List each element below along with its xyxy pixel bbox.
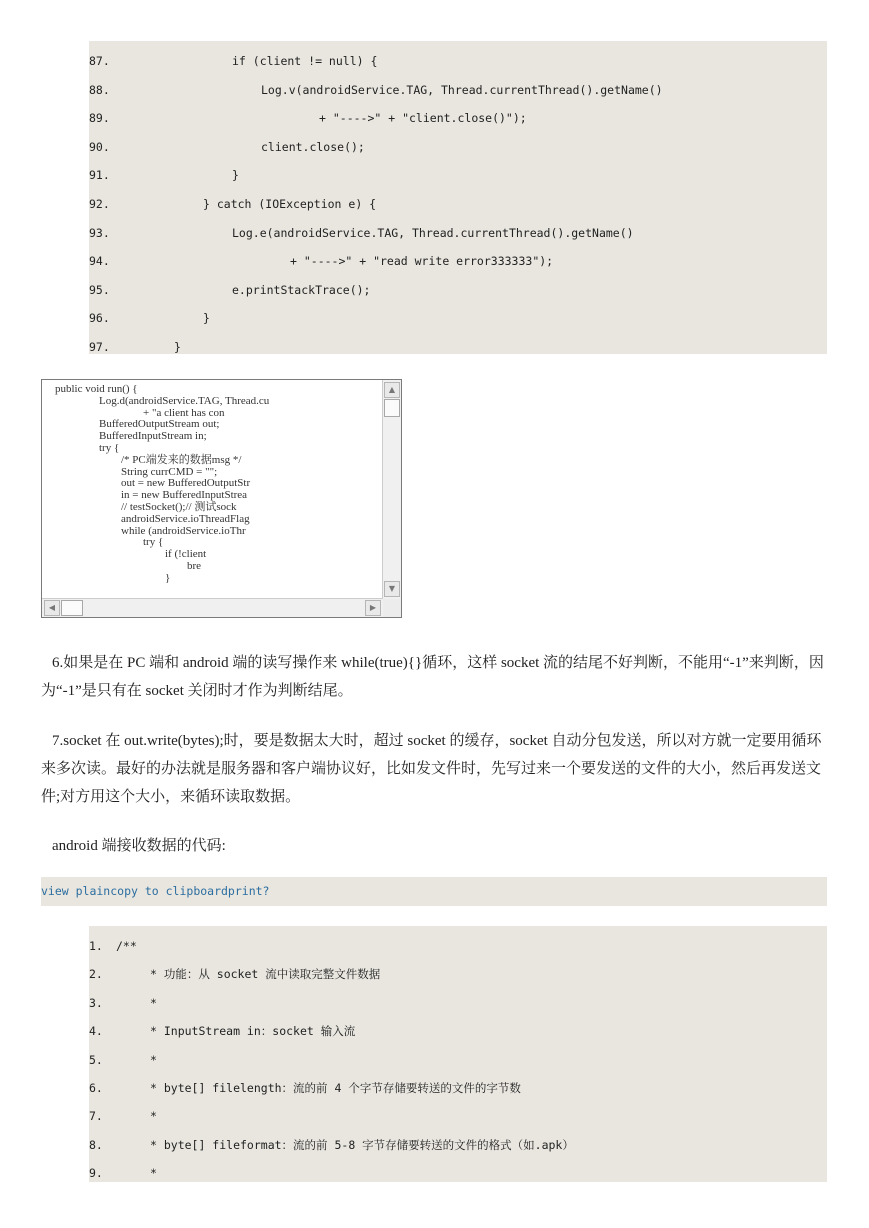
vertical-scrollbar[interactable] <box>382 380 401 599</box>
code-text: Log.v(androidService.TAG, Thread.currentThread().getName() <box>261 82 663 97</box>
code-2-line <box>89 993 827 1013</box>
toolbar-links[interactable]: view plaincopy to clipboardprint? <box>41 884 270 898</box>
scroll-right-arrow-icon[interactable]: ▶ <box>365 600 381 616</box>
scroll-up-arrow-icon[interactable]: ▲ <box>384 382 400 398</box>
code-1-line <box>89 137 827 157</box>
code-1-line <box>89 51 827 71</box>
code-1-line <box>89 308 827 328</box>
code-text: } <box>174 340 181 354</box>
source-line: try { <box>55 536 164 549</box>
code-1-line <box>89 280 827 300</box>
code-2-line <box>89 1163 827 1183</box>
code-text: * byte[] fileformat：流的前 5-8 字节存储要转送的文件的格式（如.apk） <box>150 1137 574 1152</box>
vertical-scroll-thumb[interactable] <box>384 399 400 417</box>
code-1-line <box>89 251 827 271</box>
code-2-line <box>89 964 827 984</box>
code-block-1 <box>89 41 827 354</box>
code-toolbar[interactable] <box>41 877 827 906</box>
source-code-content <box>43 381 383 598</box>
code-1-line <box>89 194 827 214</box>
source-line: + "a client has con <box>55 406 225 419</box>
line-number: 6. <box>89 1081 103 1095</box>
code-text: * 功能：从 socket 流中读取完整文件数据 <box>150 967 381 982</box>
code-2-line <box>89 1050 827 1070</box>
source-line: String currCMD = ""; <box>55 465 218 478</box>
code-1-line <box>89 165 827 185</box>
code-2-line <box>89 936 827 956</box>
code-text: + "---->" + "read write error333333"); <box>290 254 554 269</box>
scroll-down-arrow-icon[interactable]: ▼ <box>384 581 400 597</box>
code-1-line <box>89 108 827 128</box>
code-1-line <box>89 337 827 357</box>
code-text: if (client != null) { <box>232 54 378 68</box>
source-line: out = new BufferedOutputStr <box>55 477 251 490</box>
source-line: in = new BufferedInputStrea <box>55 489 248 502</box>
code-2-line <box>89 1078 827 1098</box>
code-2-line <box>89 1135 827 1155</box>
source-line: public void run() { <box>55 383 138 395</box>
paragraph-6: 6.如果是在 PC 端和 android 端的读写操作来 while(true){}循环，这样 socket 流的结尾不好判断，不能用“-1”来判断，因为“-1”是只有在 socket 关闭时才作为判断结尾。 <box>41 655 824 699</box>
line-number: 87. <box>89 54 110 68</box>
line-number: 1. <box>89 939 103 953</box>
source-line: while (androidService.ioThr <box>55 524 246 537</box>
line-number: 9. <box>89 1166 103 1181</box>
code-text: /** <box>116 939 137 953</box>
source-line: try { <box>55 442 120 454</box>
scroll-left-arrow-icon[interactable]: ◀ <box>44 600 60 616</box>
code-block-2 <box>89 926 827 1182</box>
code-text: * <box>150 1109 157 1124</box>
line-number: 3. <box>89 995 103 1010</box>
source-line: // testSocket();// 测试sock <box>55 501 237 513</box>
source-line: } <box>55 571 171 584</box>
line-number: 97. <box>89 340 110 354</box>
code-1-line <box>89 80 827 100</box>
code-text: * <box>150 995 157 1010</box>
line-number: 88. <box>89 82 110 97</box>
line-number: 89. <box>89 111 110 126</box>
paragraph-7: 7.socket 在 out.write(bytes);时，要是数据太大时，超过 socket 的缓存，socket 自动分包发送，所以对方就一定要用循环来多次读。最好的办法就是服务器和客户端协议好，比如发文件时，先写过来一个要发送的文件的大小，然后再发送文件;对方用这个大小，来循环读取数据。 <box>41 733 822 805</box>
line-number: 2. <box>89 967 103 982</box>
code-text: * <box>150 1052 157 1067</box>
line-number: 4. <box>89 1024 103 1039</box>
code-text: client.close(); <box>261 139 365 154</box>
code-text: * byte[] filelength：流的前 4 个字节存储要转送的文件的字节数 <box>150 1081 521 1095</box>
code-text: Log.e(androidService.TAG, Thread.currentThread().getName() <box>232 225 634 240</box>
code-text: } catch (IOException e) { <box>203 197 377 211</box>
code-text: + "---->" + "client.close()"); <box>319 111 527 126</box>
code-text: * InputStream in：socket 输入流 <box>150 1024 356 1039</box>
paragraph-8: android 端接收数据的代码: <box>52 838 226 854</box>
source-line: BufferedOutputStream out; <box>55 418 220 431</box>
line-number: 96. <box>89 311 110 326</box>
horizontal-scrollbar[interactable] <box>42 598 383 617</box>
scroll-corner <box>383 599 401 617</box>
line-number: 8. <box>89 1137 103 1152</box>
horizontal-scroll-thumb[interactable] <box>61 600 83 616</box>
line-number: 90. <box>89 139 110 154</box>
code-text: e.printStackTrace(); <box>232 282 371 297</box>
source-code-box[interactable] <box>41 379 402 618</box>
line-number: 92. <box>89 197 110 211</box>
code-text: } <box>232 168 239 183</box>
line-number: 91. <box>89 168 110 183</box>
source-line: if (!client <box>55 548 207 561</box>
code-2-line <box>89 1106 827 1126</box>
line-number: 7. <box>89 1109 103 1124</box>
code-1-line <box>89 223 827 243</box>
source-line: androidService.ioThreadFlag <box>55 512 250 525</box>
line-number: 5. <box>89 1052 103 1067</box>
source-line: BufferedInputStream in; <box>55 430 207 443</box>
line-number: 95. <box>89 282 110 297</box>
source-line: Log.d(androidService.TAG, Thread.cu <box>55 394 270 407</box>
line-number: 93. <box>89 225 110 240</box>
line-number: 94. <box>89 254 110 269</box>
code-2-line <box>89 1021 827 1041</box>
source-line: /* PC端发来的数据msg */ <box>55 453 242 466</box>
code-text: } <box>203 311 210 326</box>
source-line: bre <box>55 560 202 572</box>
code-text: * <box>150 1166 157 1181</box>
